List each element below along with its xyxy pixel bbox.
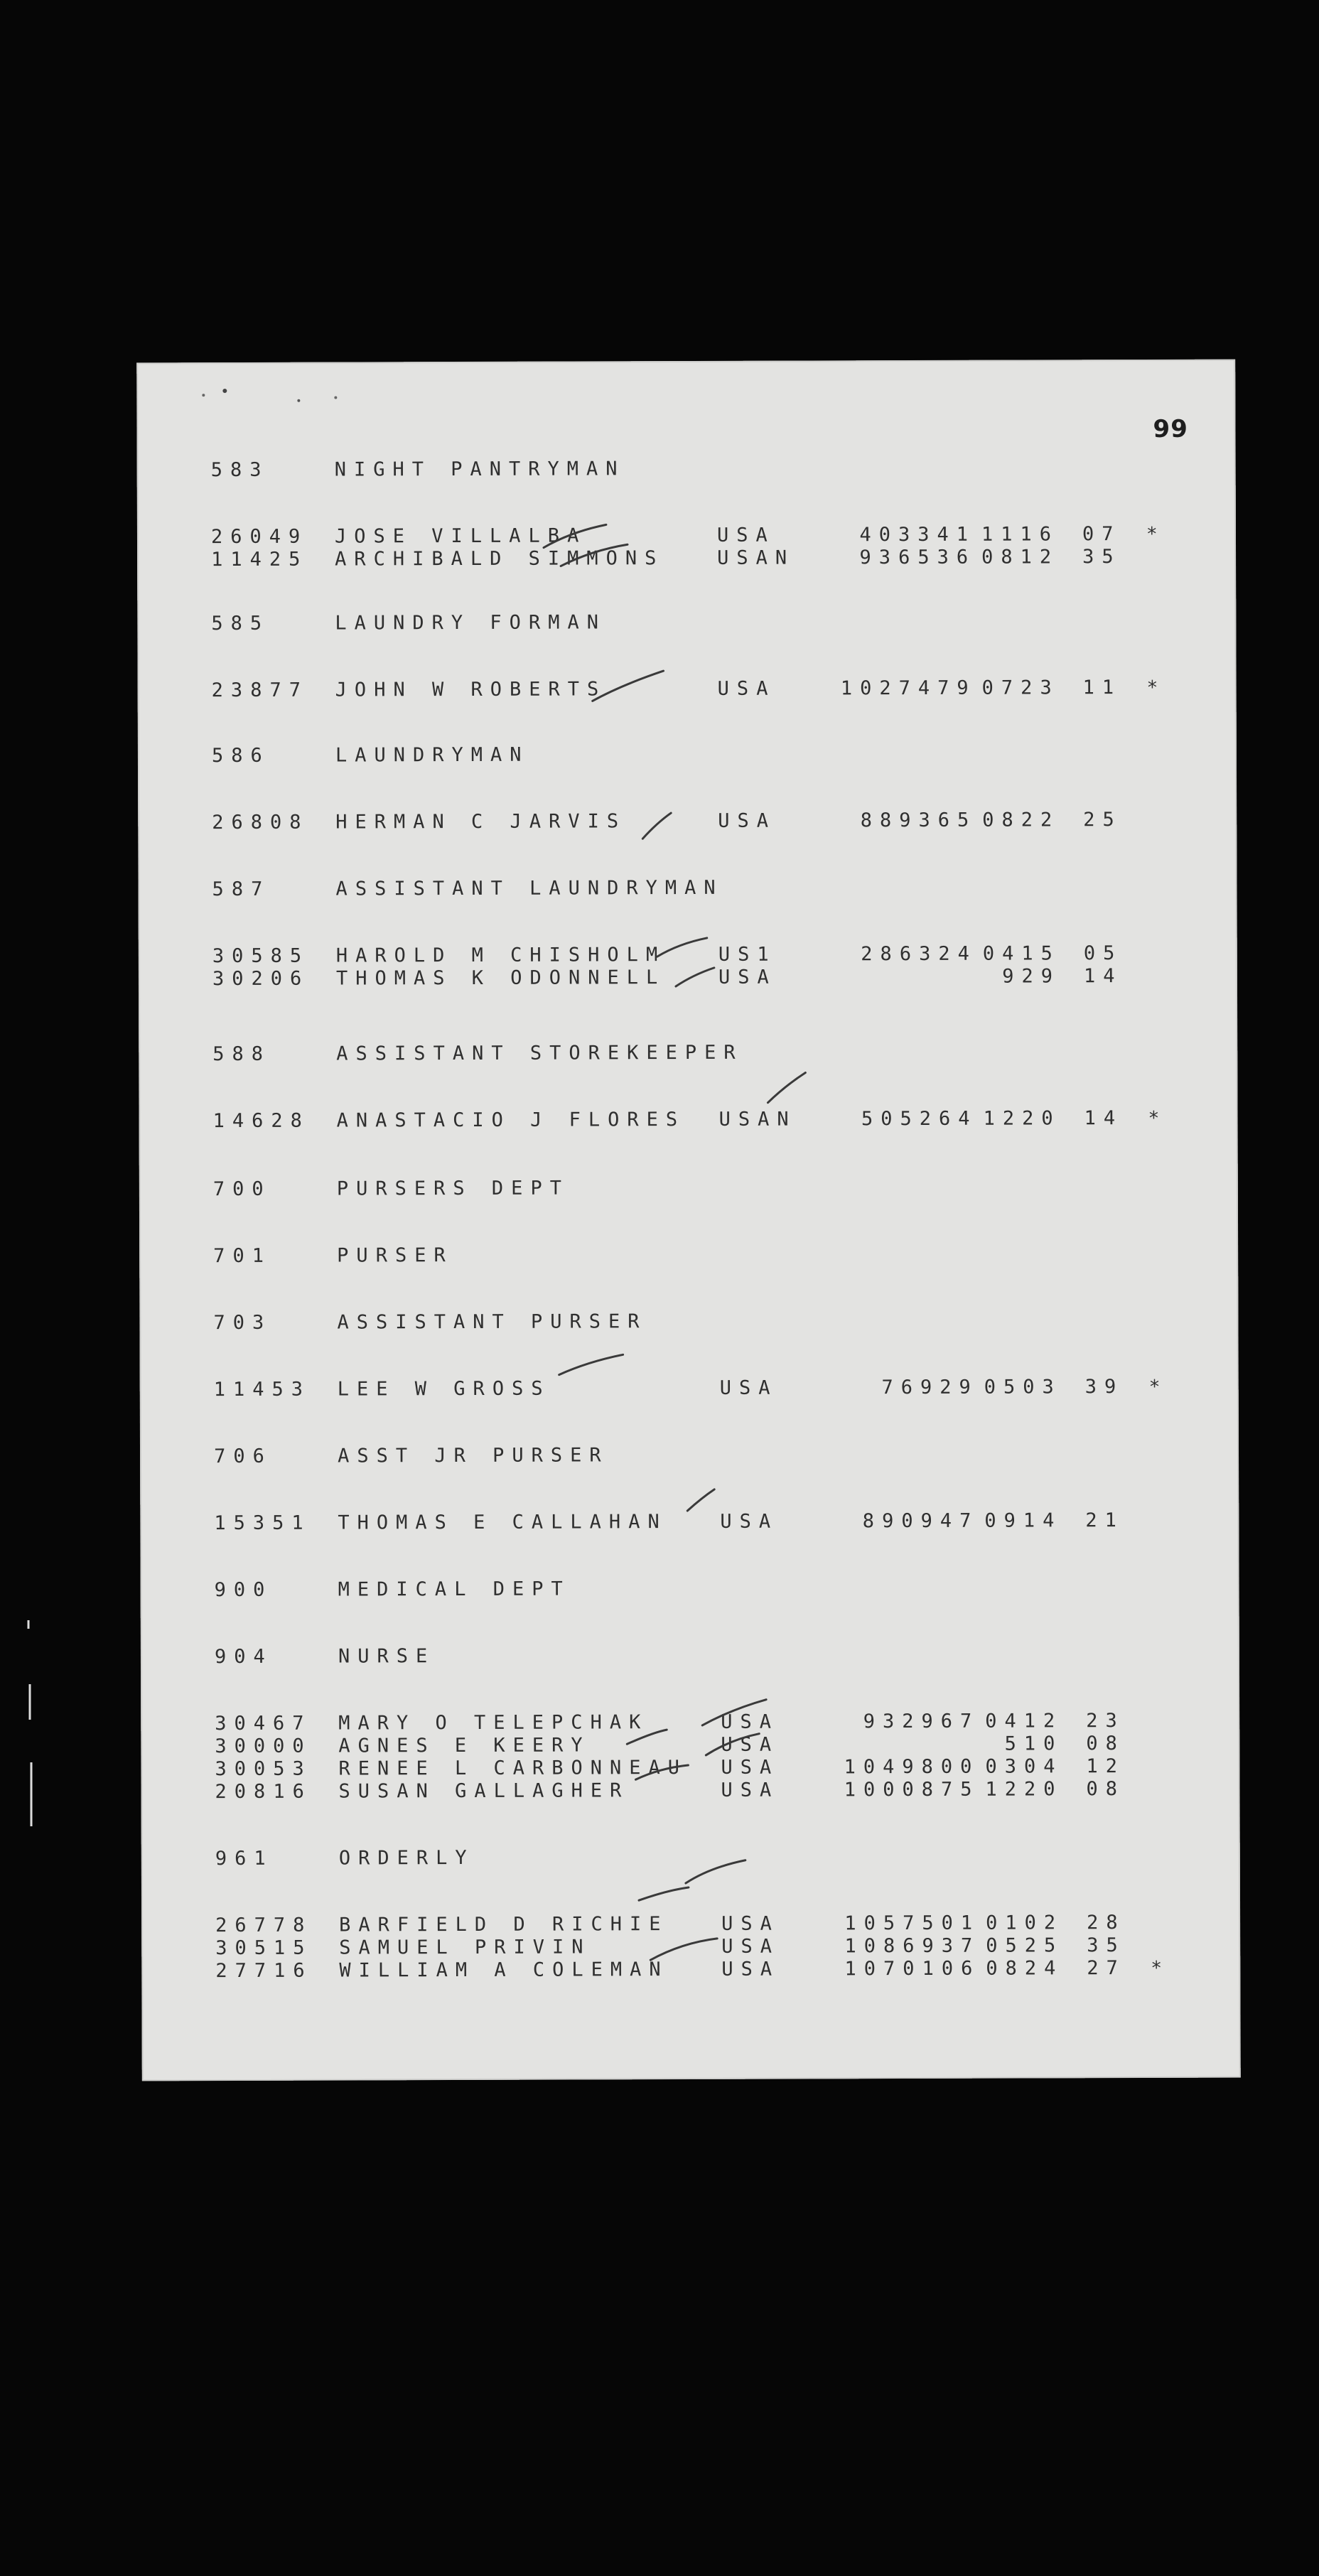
- crew-date: 929: [982, 965, 1061, 988]
- crew-date: 0914: [984, 1509, 1062, 1532]
- crew-date: 510: [985, 1732, 1063, 1755]
- crew-row: [137, 546, 1236, 572]
- crew-name: HAROLD M CHISHOLM: [335, 944, 666, 967]
- crew-date: 0525: [986, 1934, 1064, 1957]
- crew-age: 08: [1086, 1778, 1126, 1801]
- crew-code: 26808: [212, 811, 309, 834]
- crew-number: 1057501: [844, 1912, 981, 1935]
- job-title: PURSER: [337, 1244, 453, 1267]
- crew-nationality: USAN: [717, 546, 795, 569]
- crew-rows: [139, 1107, 1238, 1133]
- crew-name: SAMUEL PRIVIN: [339, 1936, 591, 1959]
- crew-age: 28: [1087, 1912, 1126, 1934]
- crew-age: 23: [1086, 1710, 1125, 1732]
- crew-number: 1000875: [844, 1778, 980, 1801]
- crew-code: 26778: [215, 1914, 313, 1937]
- crew-name: BARFIELD D RICHIE: [339, 1913, 669, 1936]
- crew-number: 505264: [861, 1107, 978, 1131]
- crew-row: [139, 942, 1237, 969]
- job-code: 585: [211, 612, 270, 635]
- crew-rows: [141, 1710, 1239, 1804]
- crew-row: [141, 1912, 1240, 1938]
- job-section: [139, 1309, 1238, 1401]
- crew-date: 0824: [986, 1957, 1064, 1980]
- crew-mark: *: [1148, 1107, 1160, 1129]
- job-code: 588: [212, 1042, 271, 1066]
- crew-rows: [139, 942, 1237, 991]
- crew-number: 286324: [861, 942, 977, 966]
- job-title: NURSE: [338, 1645, 436, 1668]
- crew-number: 1070106: [844, 1957, 981, 1980]
- crew-age: 35: [1082, 546, 1121, 568]
- crew-nationality: USAN: [718, 1108, 797, 1131]
- crew-age: 27: [1087, 1957, 1126, 1980]
- crew-nationality: USA: [716, 524, 775, 546]
- crew-date: 0503: [984, 1376, 1062, 1399]
- crew-rows: [140, 1509, 1239, 1536]
- crew-code: 30000: [215, 1735, 312, 1758]
- job-section: [137, 456, 1236, 571]
- crew-age: 35: [1087, 1934, 1126, 1957]
- crew-number: [802, 1733, 979, 1734]
- crew-age: 08: [1086, 1732, 1125, 1755]
- crew-date: 0812: [981, 546, 1060, 568]
- job-section: [139, 1040, 1237, 1133]
- job-section: [138, 875, 1237, 991]
- scan-specks: [193, 383, 407, 412]
- crew-number: 1086937: [844, 1934, 981, 1958]
- crew-nationality: US1: [718, 943, 777, 966]
- crew-name: AGNES E KEERY: [338, 1734, 591, 1757]
- crew-name: ARCHIBALD SIMMONS: [335, 547, 664, 571]
- crew-row: [140, 1376, 1239, 1402]
- crew-name: JOHN W ROBERTS: [335, 678, 607, 701]
- crew-number: 890947: [862, 1509, 979, 1533]
- crew-code: 30515: [215, 1936, 313, 1960]
- job-code: 904: [214, 1645, 273, 1669]
- crew-rows: [141, 1912, 1240, 1983]
- job-section: [139, 1242, 1238, 1268]
- crew-nationality: USA: [721, 1779, 780, 1801]
- crew-row: [138, 677, 1237, 703]
- crew-name: MARY O TELEPCHAK: [338, 1711, 649, 1735]
- crew-nationality: USA: [721, 1733, 780, 1756]
- crew-nationality: USA: [719, 1376, 778, 1399]
- crew-number: 932967: [863, 1710, 980, 1733]
- crew-row: [141, 1957, 1240, 1983]
- job-code: 583: [210, 458, 269, 482]
- job-title: ASSISTANT LAUNDRYMAN: [335, 876, 723, 900]
- crew-row: [141, 1710, 1239, 1736]
- crew-rows: [140, 1376, 1239, 1402]
- crew-number: 76929: [881, 1376, 979, 1399]
- crew-date: 0304: [985, 1755, 1063, 1778]
- job-code: 587: [212, 878, 271, 901]
- crew-date: 0723: [981, 677, 1060, 699]
- crew-nationality: USA: [721, 1935, 780, 1958]
- crew-mark: *: [1146, 523, 1158, 545]
- job-code: 586: [211, 744, 270, 767]
- crew-age: 14: [1083, 965, 1123, 988]
- job-section: [137, 610, 1236, 702]
- crew-code: 11425: [211, 548, 308, 571]
- crew-name: RENEE L CARBONNEAU: [338, 1757, 688, 1780]
- page-number: 99: [1153, 414, 1188, 443]
- crew-number: 1027479: [840, 677, 976, 700]
- crew-mark: *: [1151, 1957, 1163, 1979]
- crew-nationality: USA: [721, 1756, 780, 1779]
- job-section: [140, 1443, 1239, 1535]
- crew-name: HERMAN C JARVIS: [335, 810, 627, 834]
- job-code: 700: [212, 1177, 271, 1201]
- crew-code: 15351: [214, 1511, 311, 1535]
- crew-date: 0412: [985, 1710, 1063, 1732]
- handwritten-check-marks: [136, 360, 1241, 2081]
- crew-mark: *: [1146, 677, 1158, 699]
- crew-number: 403341: [859, 523, 976, 546]
- crew-name: ANASTACIO J FLORES: [336, 1109, 686, 1132]
- crew-code: 26049: [210, 525, 308, 549]
- crew-row: [137, 523, 1236, 549]
- crew-rows: [137, 523, 1236, 572]
- job-section: [139, 1175, 1238, 1201]
- job-section: [141, 1576, 1239, 1602]
- job-title: ASST JR PURSER: [337, 1444, 609, 1467]
- crew-date: 0822: [982, 809, 1060, 831]
- job-title: PURSERS DEPT: [336, 1177, 569, 1200]
- scan-edge-marks: [21, 1620, 43, 1976]
- crew-name: JOSE VILLALBA: [334, 524, 587, 548]
- job-code: 701: [213, 1244, 271, 1268]
- crew-age: 14: [1084, 1107, 1124, 1130]
- crew-name: THOMAS K ODONNELL: [335, 966, 666, 990]
- crew-age: 05: [1083, 942, 1123, 965]
- crew-code: 30053: [215, 1757, 312, 1781]
- crew-row: [139, 1107, 1238, 1133]
- crew-code: 30585: [212, 944, 310, 968]
- job-title: ASSISTANT PURSER: [337, 1310, 647, 1334]
- job-title: LAUNDRYMAN: [335, 743, 529, 767]
- job-title: MEDICAL DEPT: [338, 1578, 571, 1601]
- crew-date: 1220: [985, 1778, 1063, 1801]
- crew-row: [140, 1509, 1239, 1536]
- crew-row: [141, 1778, 1239, 1804]
- crew-code: 27716: [215, 1959, 313, 1983]
- crew-nationality: USA: [717, 677, 776, 700]
- crew-nationality: USA: [720, 1510, 779, 1533]
- crew-name: SUSAN GALLAGHER: [338, 1779, 630, 1803]
- crew-mark: *: [1148, 1376, 1161, 1398]
- crew-age: 39: [1084, 1376, 1124, 1399]
- crew-rows: [138, 677, 1237, 703]
- crew-age: 25: [1083, 809, 1122, 831]
- crew-code: 14628: [212, 1109, 310, 1133]
- job-code: 900: [214, 1578, 273, 1602]
- job-code: 961: [215, 1847, 274, 1870]
- crew-age: 07: [1082, 523, 1121, 546]
- crew-code: 20816: [215, 1780, 312, 1804]
- crew-row: [138, 809, 1237, 835]
- job-title: LAUNDRY FORMAN: [335, 611, 606, 635]
- crew-date: 1116: [981, 523, 1060, 546]
- crew-code: 23877: [211, 679, 308, 702]
- job-section: [141, 1643, 1239, 1804]
- job-code: 703: [213, 1311, 272, 1335]
- document-page: [136, 360, 1241, 2081]
- crew-nationality: USA: [718, 966, 777, 988]
- job-title: ASSISTANT STOREKEEPER: [336, 1041, 743, 1065]
- crew-number: 889365: [860, 809, 977, 832]
- crew-nationality: USA: [721, 1912, 780, 1935]
- crew-date: 0102: [986, 1912, 1064, 1934]
- crew-age: 11: [1082, 677, 1122, 699]
- job-code: 706: [213, 1445, 272, 1468]
- crew-number: 1049800: [844, 1755, 980, 1779]
- job-section: [138, 742, 1237, 834]
- crew-rows: [138, 809, 1237, 835]
- crew-row: [139, 965, 1237, 991]
- crew-name: WILLIAM A COLEMAN: [339, 1958, 669, 1982]
- crew-row: [141, 1755, 1239, 1782]
- crew-age: 12: [1086, 1755, 1125, 1778]
- crew-nationality: USA: [721, 1710, 780, 1733]
- crew-row: [141, 1732, 1239, 1759]
- job-section: [141, 1845, 1240, 1983]
- job-title: ORDERLY: [338, 1846, 475, 1870]
- crew-name: THOMAS E CALLAHAN: [338, 1511, 667, 1534]
- crew-code: 30467: [215, 1712, 312, 1735]
- crew-name: LEE W GROSS: [337, 1377, 551, 1401]
- crew-date: 1220: [983, 1107, 1061, 1130]
- crew-code: 30206: [212, 967, 310, 991]
- crew-nationality: USA: [718, 809, 777, 832]
- crew-age: 21: [1085, 1509, 1124, 1532]
- job-title: NIGHT PANTRYMAN: [334, 458, 625, 481]
- crew-row: [141, 1934, 1240, 1961]
- crew-code: 11453: [213, 1378, 311, 1401]
- crew-date: 0415: [982, 942, 1060, 965]
- crew-number: 936536: [859, 546, 976, 569]
- crew-nationality: USA: [721, 1958, 780, 1980]
